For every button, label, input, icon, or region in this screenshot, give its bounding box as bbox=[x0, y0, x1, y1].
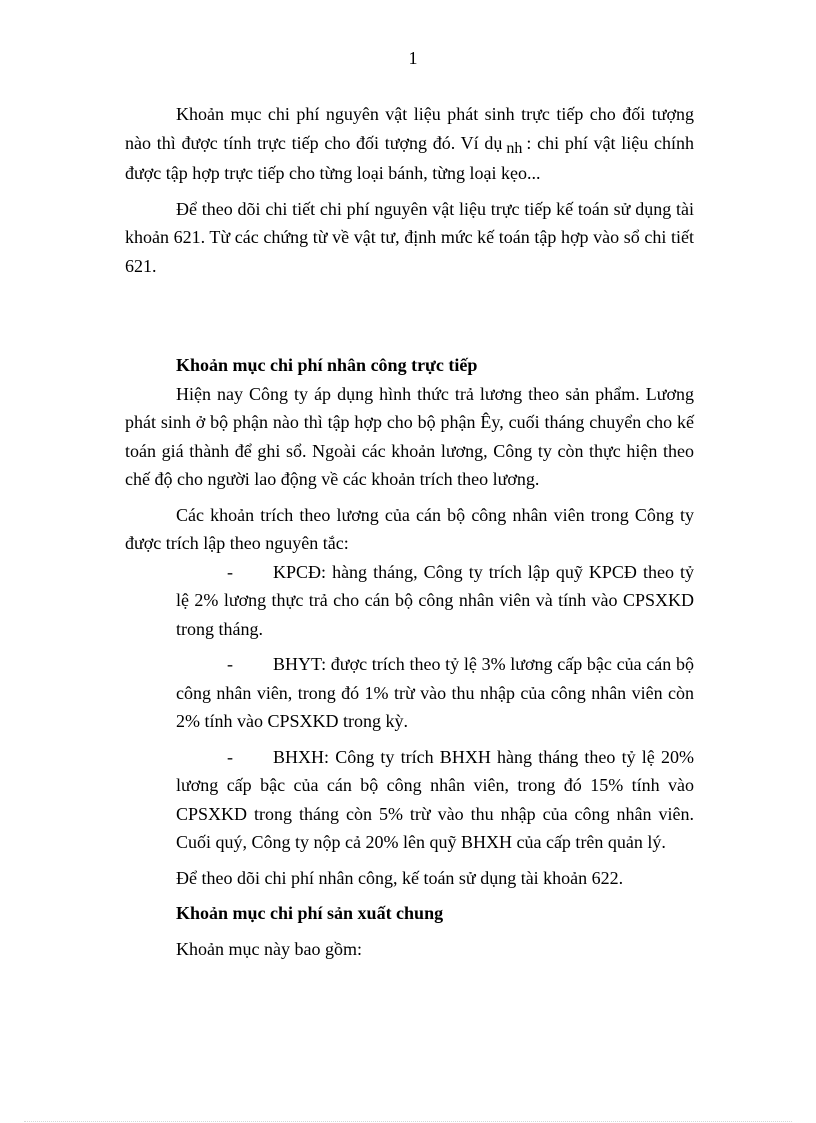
page-bottom-divider bbox=[24, 1121, 792, 1122]
paragraph-text: Khoản mục chi phí nguyên vật liệu phát sinh trực tiếp cho đối tượng nào thì được tính trực tiếp cho đối tượng đó. Ví dụ bbox=[125, 104, 694, 153]
paragraph-wage-method: Hiện nay Công ty áp dụng hình thức trả lương theo sản phẩm. Lương phát sinh ở bộ phận nào thì tập hợp cho bộ phận Êy, cuối tháng chuyển cho kế toán giá thành để ghi sổ. Ngoài các khoản lương, Công ty còn thực hiện theo chế độ cho người lao động về các khoản trích theo lương. bbox=[125, 383, 694, 489]
document-body bbox=[125, 100, 694, 963]
paragraph-account-621: Để theo dõi chi tiết chi phí nguyên vật liệu trực tiếp kế toán sử dụng tài khoản 621. Từ các chứng từ về vật tư, định mức kế toán tập hợp vào sổ chi tiết 621. bbox=[125, 198, 694, 276]
paragraph-account-622: Để theo dõi chi phí nhân công, kế toán sử dụng tài khoản 622. bbox=[176, 867, 624, 888]
subscript-note: nh bbox=[506, 139, 523, 157]
heading-overhead: Khoản mục chi phí sản xuất chung bbox=[176, 903, 444, 923]
paragraph-text: : chi phí vật liệu chính được tập hợp trực tiếp cho từng loại bánh, từng loại kẹo... bbox=[125, 132, 694, 183]
paragraph-direct-materials bbox=[125, 100, 694, 188]
list-item bbox=[176, 558, 694, 644]
heading-direct-labor: Khoản mục chi phí nhân công trực tiếp bbox=[176, 355, 478, 375]
bullet-marker: - bbox=[227, 654, 233, 674]
list-item-text: KPCĐ: hàng tháng, Công ty trích lập quỹ KPCĐ theo tỷ lệ 2% lương thực trả cho cán bộ công nhân viên và tính vào CPSXKD trong tháng. bbox=[176, 561, 694, 639]
list-item-text: BHXH: Công ty trích BHXH hàng tháng theo tỷ lệ 20% lương cấp bậc của cán bộ công nhân viên, trong đó 15% tính vào CPSXKD trong tháng còn 5% trừ vào thu nhập của công nhân viên. Cuối quý, Công ty nộp cả 20% lên quỹ BHXH của cấp trên quản lý. bbox=[176, 746, 694, 852]
bullet-marker: - bbox=[227, 561, 233, 582]
page-number: 1 bbox=[408, 48, 418, 68]
list-item-text: BHYT: được trích theo tỷ lệ 3% lương cấp bậc của cán bộ công nhân viên, trong đó 1% trừ vào thu nhập của công nhân viên còn 2% tính vào CPSXKD trong kỳ. bbox=[176, 654, 694, 731]
bullet-marker: - bbox=[227, 746, 233, 767]
list-item bbox=[176, 650, 694, 736]
paragraph-deductions-intro: Các khoản trích theo lương của cán bộ công nhân viên trong Công ty được trích lập theo nguyên tắc: bbox=[125, 504, 694, 553]
list-item bbox=[176, 743, 694, 857]
paragraph-overhead-intro: Khoản mục này bao gồm: bbox=[176, 938, 362, 959]
